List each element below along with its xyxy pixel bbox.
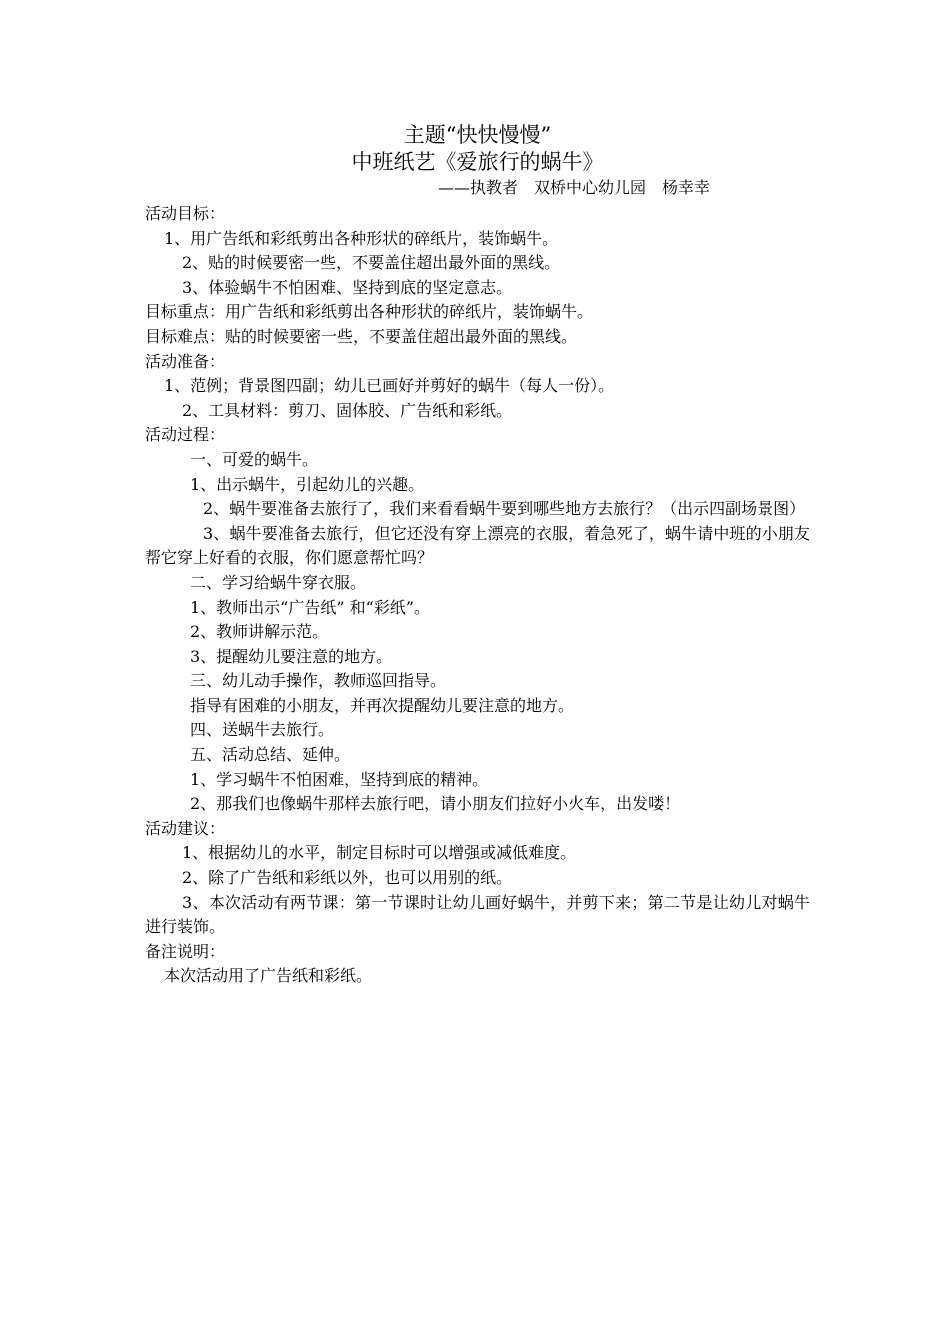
suggestion-item: 3、本次活动有两节课：第一节课时让幼儿画好蜗牛，并剪下来；第二节是让幼儿对蜗牛进行装饰。 <box>145 892 810 937</box>
notes-heading: 备注说明： <box>145 941 226 961</box>
suggestion-item: 2、除了广告纸和彩纸以外，也可以用别的纸。 <box>182 868 513 888</box>
author-byline: ——执教者 双桥中心幼儿园 杨幸幸 <box>437 178 710 197</box>
process-step: 指导有困难的小朋友，并再次提醒幼儿要注意的地方。 <box>190 695 575 715</box>
suggestions-heading: 活动建议： <box>145 818 226 838</box>
process-section-title: 一、可爱的蜗牛。 <box>190 449 319 469</box>
process-section-title: 四、送蜗牛去旅行。 <box>190 720 335 740</box>
document-page <box>145 122 810 989</box>
goal-item: 3、体验蜗牛不怕困难、坚持到底的坚定意志。 <box>182 277 513 297</box>
preparation-item: 2、工具材料：剪刀、固体胶、广告纸和彩纸。 <box>182 400 513 420</box>
preparation-heading: 活动准备： <box>145 351 226 371</box>
process-heading: 活动过程： <box>145 425 226 445</box>
process-step: 2、教师讲解示范。 <box>190 622 329 642</box>
suggestion-item: 1、根据幼儿的水平，制定目标时可以增强或减低难度。 <box>182 843 577 863</box>
process-step: 2、那我们也像蜗牛那样去旅行吧，请小朋友们拉好小火车，出发喽！ <box>190 794 681 814</box>
process-section-title: 三、幼儿动手操作，教师巡回指导。 <box>190 671 447 691</box>
goal-item: 1、用广告纸和彩纸剪出各种形状的碎纸片，装饰蜗牛。 <box>164 228 559 248</box>
process-section-title: 二、学习给蜗牛穿衣服。 <box>190 572 367 592</box>
process-step: 3、提醒幼儿要注意的地方。 <box>190 646 393 666</box>
notes-text: 本次活动用了广告纸和彩纸。 <box>164 966 373 986</box>
process-section-title: 五、活动总结、延伸。 <box>190 745 351 765</box>
process-step: 2、蜗牛要准备去旅行了，我们来看看蜗牛要到哪些地方去旅行？（出示四副场景图） <box>203 499 806 519</box>
document-theme-title: 主题“快快慢慢” <box>403 123 552 147</box>
process-step: 3、蜗牛要准备去旅行，但它还没有穿上漂亮的衣服，着急死了，蜗牛请中班的小朋友帮它穿上好看的衣服，你们愿意帮忙吗？ <box>145 523 810 568</box>
goal-key-point: 目标重点：用广告纸和彩纸剪出各种形状的碎纸片，装饰蜗牛。 <box>145 302 594 322</box>
process-step: 1、教师出示“广告纸” 和“彩纸”。 <box>190 597 430 617</box>
document-lesson-title: 中班纸艺《爱旅行的蜗牛》 <box>351 150 604 174</box>
preparation-item: 1、范例；背景图四副；幼儿已画好并剪好的蜗牛（每人一份）。 <box>164 376 615 396</box>
process-step: 1、学习蜗牛不怕困难，坚持到底的精神。 <box>190 769 489 789</box>
process-step: 1、出示蜗牛，引起幼儿的兴趣。 <box>190 474 425 494</box>
goal-item: 2、贴的时候要密一些，不要盖住超出最外面的黑线。 <box>182 253 561 273</box>
goals-heading: 活动目标： <box>145 204 226 223</box>
goal-difficulty: 目标难点：贴的时候要密一些，不要盖住超出最外面的黑线。 <box>145 326 578 346</box>
